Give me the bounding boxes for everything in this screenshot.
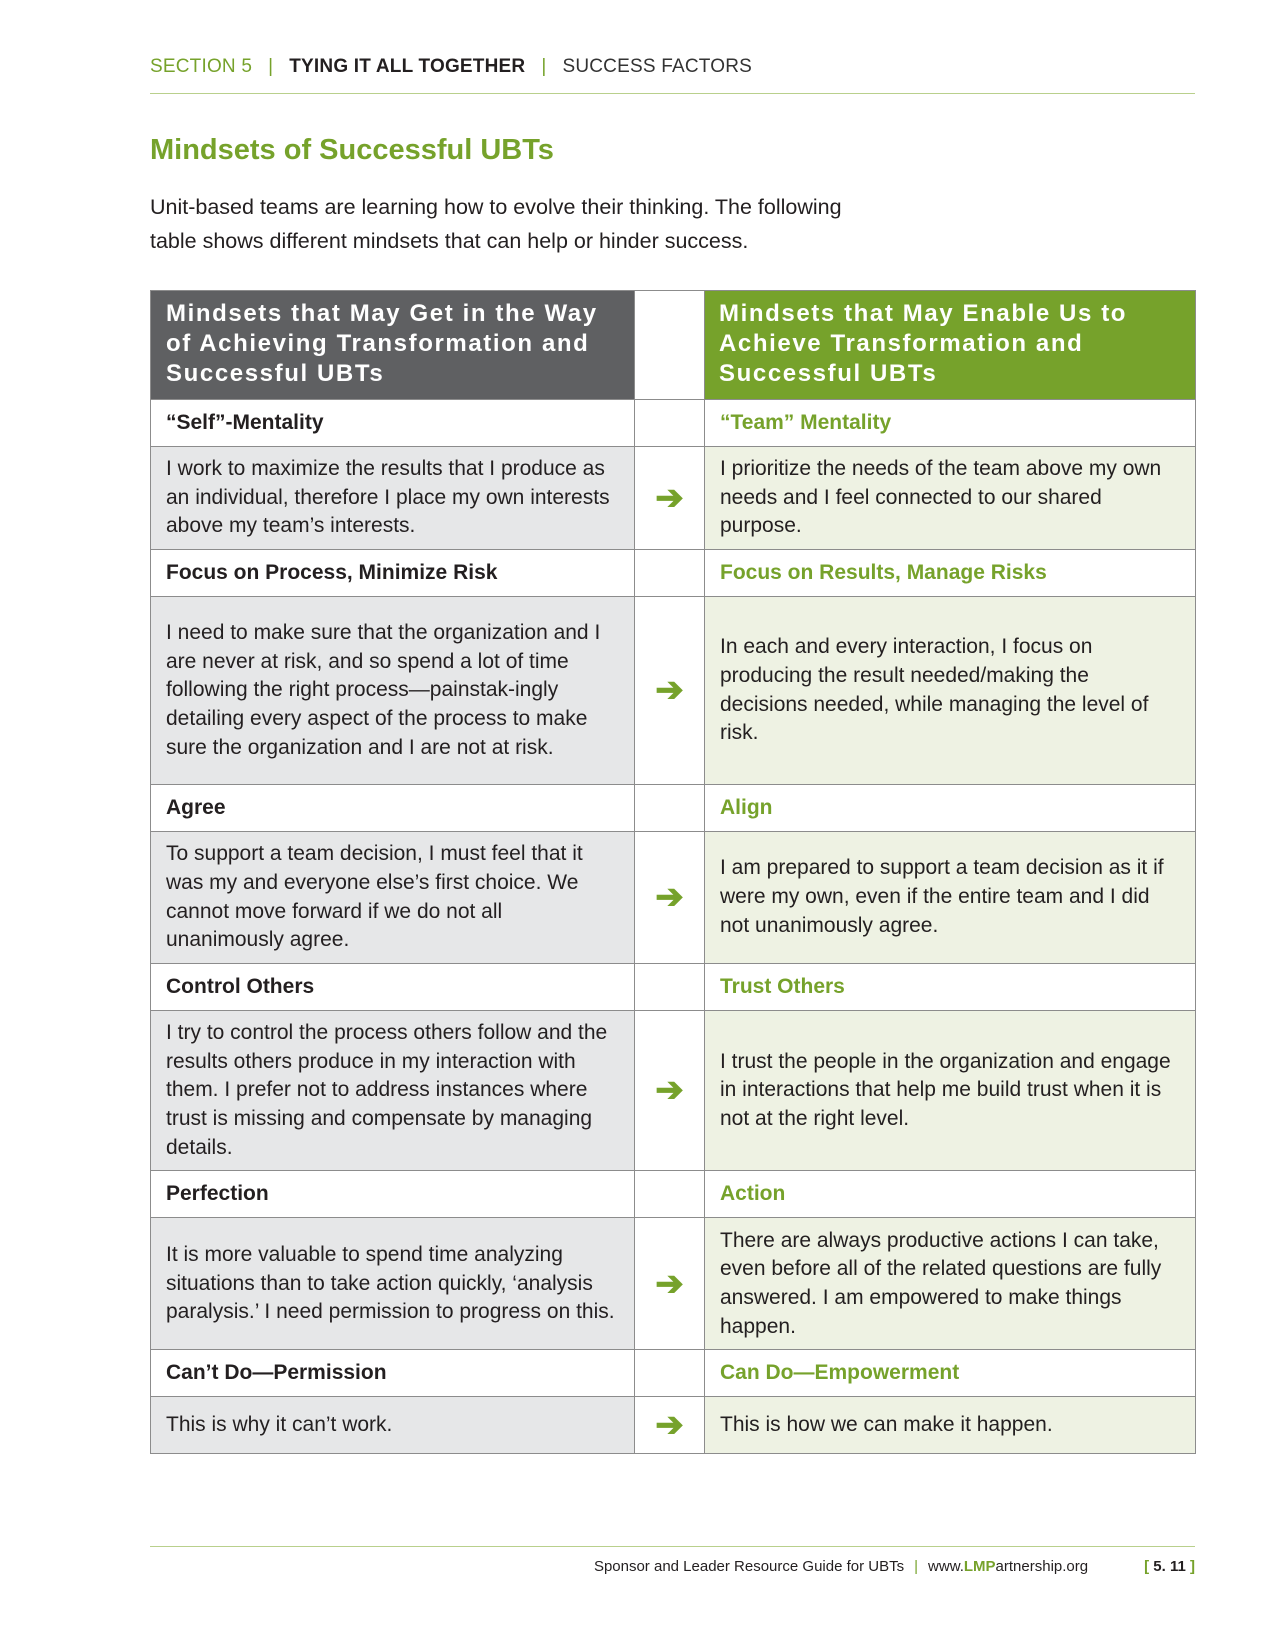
enable-mindset-description: In each and every interaction, I focus on producing the result needed/making the decisions needed, while managing the level of risk.: [705, 597, 1196, 785]
footer-url-suffix: artnership.org: [995, 1558, 1089, 1575]
hinder-mindset-label: “Self”-Mentality: [151, 400, 635, 447]
footer-guide-title: Sponsor and Leader Resource Guide for UBTs: [593, 1558, 905, 1575]
mindset-label-row: [151, 963, 1196, 1010]
header-separator: |: [541, 56, 547, 77]
spacer-cell: [635, 963, 705, 1010]
arrow-right-icon: ➔: [635, 1218, 705, 1350]
enable-mindset-label: Align: [705, 785, 1196, 832]
mindset-description-row: [151, 832, 1196, 964]
intro-paragraph: Unit-based teams are learning how to evolve their thinking. The following table shows different mindsets that can help or hinder success.: [150, 195, 842, 253]
mindset-description-row: [151, 1010, 1196, 1171]
mindsets-table: [150, 290, 1196, 1454]
page-bracket-open: [: [1144, 1558, 1150, 1575]
hinder-mindset-label: Control Others: [151, 963, 635, 1010]
hinder-mindset-label: Can’t Do—Permission: [151, 1350, 635, 1397]
footer-url-prefix: www.: [928, 1558, 964, 1575]
hinder-mindset-label: Focus on Process, Minimize Risk: [151, 550, 635, 597]
hinder-mindset-description: I need to make sure that the organization and I are never at risk, and so spend a lot of time following the right process—painstak-ingly detailing every aspect of the process to make sure the organization and I are not at risk.: [151, 597, 635, 785]
page-title: Mindsets of Successful UBTs: [150, 134, 554, 166]
spacer-cell: [635, 1171, 705, 1218]
header-separator: |: [268, 56, 274, 77]
table-header-row: [151, 291, 1196, 400]
mindset-label-row: [151, 785, 1196, 832]
header-current: TYING IT ALL TOGETHER: [289, 56, 526, 77]
enable-mindset-description: I am prepared to support a team decision as it if were my own, even if the entire team and I did not unanimously agree.: [705, 832, 1196, 964]
enable-mindset-label: Focus on Results, Manage Risks: [705, 550, 1196, 597]
enable-mindset-label: Action: [705, 1171, 1196, 1218]
mindset-description-row: [151, 1218, 1196, 1350]
spacer-cell: [635, 1350, 705, 1397]
enable-mindset-description: This is how we can make it happen.: [705, 1397, 1196, 1454]
mindset-description-row: [151, 597, 1196, 785]
arrow-right-icon: ➔: [635, 597, 705, 785]
footer-divider: [150, 1546, 1195, 1547]
header-divider: [150, 93, 1195, 94]
arrow-right-icon: ➔: [635, 1397, 705, 1454]
hinder-mindset-description: It is more valuable to spend time analyzing situations than to take action quickly, ‘analysis paralysis.’ I need permission to progress on this.: [151, 1218, 635, 1350]
enable-mindset-description: I trust the people in the organization and engage in interactions that help me build trust when it is not at the right level.: [705, 1010, 1196, 1171]
footer-url[interactable]: [928, 1558, 1088, 1575]
mindset-label-row: [151, 1350, 1196, 1397]
running-header: [150, 56, 752, 78]
header-hinder: Mindsets that May Get in the Way of Achieving Transformation and Successful UBTs: [151, 291, 635, 400]
arrow-right-icon: ➔: [635, 832, 705, 964]
enable-mindset-label: “Team” Mentality: [705, 400, 1196, 447]
header-enable: Mindsets that May Enable Us to Achieve Transformation and Successful UBTs: [705, 291, 1196, 400]
enable-mindset-label: Trust Others: [705, 963, 1196, 1010]
spacer-cell: [635, 400, 705, 447]
hinder-mindset-description: I try to control the process others follow and the results others produce in my interaction with them. I prefer not to address instances where trust is missing and compensate by managing details.: [151, 1010, 635, 1171]
page-number: [1144, 1558, 1195, 1575]
enable-mindset-label: Can Do—Empowerment: [705, 1350, 1196, 1397]
enable-mindset-description: I prioritize the needs of the team above my own needs and I feel connected to our shared purpose.: [705, 447, 1196, 550]
hinder-mindset-description: This is why it can’t work.: [151, 1397, 635, 1454]
enable-mindset-description: There are always productive actions I can take, even before all of the related questions are fully answered. I am empowered to make things happen.: [705, 1218, 1196, 1350]
hinder-mindset-description: I work to maximize the results that I produce as an individual, therefore I place my own interests above my team’s interests.: [151, 447, 635, 550]
mindset-label-row: [151, 400, 1196, 447]
footer-separator: |: [914, 1558, 919, 1575]
header-subsection: SUCCESS FACTORS: [562, 56, 752, 77]
footer-url-highlight: LMP: [963, 1558, 996, 1575]
arrow-right-icon: ➔: [635, 447, 705, 550]
mindset-label-row: [151, 1171, 1196, 1218]
hinder-mindset-label: Agree: [151, 785, 635, 832]
page-footer: [594, 1558, 1195, 1575]
hinder-mindset-description: To support a team decision, I must feel that it was my and everyone else’s first choice. We cannot move forward if we do not all unanimously agree.: [151, 832, 635, 964]
page-bracket-close: ]: [1190, 1558, 1195, 1575]
arrow-right-icon: ➔: [635, 1010, 705, 1171]
page-number-value: 5. 11: [1153, 1558, 1186, 1575]
spacer-cell: [635, 550, 705, 597]
header-section: SECTION 5: [150, 56, 253, 77]
mindset-description-row: [151, 1397, 1196, 1454]
header-spacer: [635, 291, 705, 400]
mindset-description-row: [151, 447, 1196, 550]
hinder-mindset-label: Perfection: [151, 1171, 635, 1218]
mindset-label-row: [151, 550, 1196, 597]
spacer-cell: [635, 785, 705, 832]
